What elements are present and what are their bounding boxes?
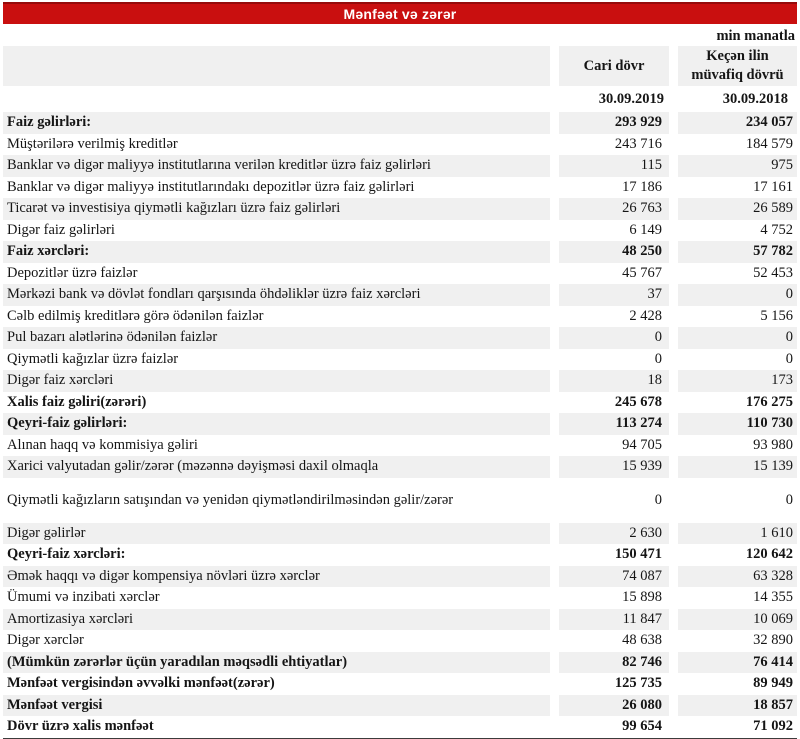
table-row <box>3 349 797 371</box>
value-previous: 76 414 <box>678 652 797 674</box>
table-row <box>3 134 797 156</box>
table-row <box>3 327 797 349</box>
table-dates-row <box>3 86 797 112</box>
row-label: Digər faiz xərcləri <box>3 370 550 392</box>
date-current: 30.09.2019 <box>598 90 664 107</box>
row-label: Alınan haqq və kommisiya gəliri <box>7 436 198 453</box>
value-current: 2 630 <box>559 523 669 545</box>
value-current: 0 <box>559 327 669 349</box>
row-label: Banklar və digər maliyyə institutlarına verilən kreditlər üzrə faiz gəlirləri <box>3 155 550 177</box>
value-current: 113 274 <box>559 413 669 435</box>
value-current: 15 898 <box>622 589 662 606</box>
value-previous: 173 <box>678 370 797 392</box>
column-gap <box>669 695 678 717</box>
value-previous: 14 355 <box>753 589 793 606</box>
value-previous: 975 <box>678 155 797 177</box>
value-previous: 184 579 <box>745 135 793 152</box>
table-row <box>3 241 797 263</box>
table-row <box>3 177 797 199</box>
value-previous: 32 890 <box>753 632 793 649</box>
column-gap <box>669 155 678 177</box>
column-gap <box>669 198 678 220</box>
column-gap <box>550 241 559 263</box>
column-gap <box>550 46 559 86</box>
table-header-row <box>3 46 797 86</box>
column-gap <box>550 327 559 349</box>
row-label: Müştərilərə verilmiş kreditlər <box>7 135 178 152</box>
column-gap <box>550 134 559 156</box>
row-label: Dövr üzrə xalis mənfəət <box>7 718 154 735</box>
value-previous: 18 857 <box>678 695 797 717</box>
row-label: Qeyri-faiz gəlirləri: <box>3 413 550 435</box>
column-gap <box>669 306 678 328</box>
table-row <box>3 220 797 242</box>
column-gap <box>550 609 559 631</box>
row-label: Ticarət və investisiya qiymətli kağızları üzrə faiz gəlirləri <box>3 198 550 220</box>
column-gap <box>669 241 678 263</box>
table-row <box>3 630 797 652</box>
column-gap <box>669 177 678 199</box>
column-gap <box>669 523 678 545</box>
value-current: 37 <box>559 284 669 306</box>
value-current: 2 428 <box>629 307 662 324</box>
report-title: Mənfəət və zərər <box>343 6 457 22</box>
value-previous: 110 730 <box>678 413 797 435</box>
row-label: Digər xərclər <box>7 632 84 649</box>
row-label: Pul bazarı alətlərinə ödənilən faizlər <box>3 327 550 349</box>
value-current: 74 087 <box>559 566 669 588</box>
value-current: 125 735 <box>614 675 662 692</box>
value-current: 293 929 <box>559 112 669 134</box>
column-gap <box>550 392 559 414</box>
row-label: Qiymətli kağızlar üzrə faizlər <box>7 350 179 367</box>
row-label: Əmək haqqı və digər kompensiya növləri üzrə xərclər <box>3 566 550 588</box>
value-previous: 1 610 <box>678 523 797 545</box>
value-current: 48 250 <box>559 241 669 263</box>
table-row <box>3 435 797 457</box>
value-current: 48 638 <box>622 632 662 649</box>
table-row <box>3 456 797 478</box>
row-label: Qiymətli kağızların satışından və yenidən qiymətləndirilməsindən gəlir/zərər <box>7 491 454 508</box>
date-previous: 30.09.2018 <box>722 90 788 107</box>
column-gap <box>550 155 559 177</box>
column-gap <box>669 46 678 86</box>
value-previous: 120 642 <box>745 546 793 563</box>
column-gap <box>550 630 559 652</box>
column-header-current: Cari dövr <box>559 46 669 86</box>
column-gap <box>550 587 559 609</box>
row-label: Banklar və digər maliyyə institutlarındakı depozitlər üzrə faiz gəlirləri <box>7 178 415 195</box>
value-current: 26 080 <box>559 695 669 717</box>
column-gap <box>669 566 678 588</box>
value-previous: 15 139 <box>678 456 797 478</box>
value-current: 17 186 <box>622 178 662 195</box>
value-previous: 17 161 <box>753 178 793 195</box>
value-previous: 71 092 <box>753 718 793 735</box>
column-gap <box>669 112 678 134</box>
column-header-previous: Keçən ilin müvafiq dövrü <box>678 46 797 86</box>
value-previous: 0 <box>785 491 793 508</box>
column-gap <box>669 134 678 156</box>
value-previous: 26 589 <box>678 198 797 220</box>
value-current: 115 <box>559 155 669 177</box>
value-current: 243 716 <box>614 135 662 152</box>
row-label: Xarici valyutadan gəlir/zərər (məzənnə dəyişməsi daxil olmaqla <box>3 456 550 478</box>
table-body <box>3 112 797 738</box>
column-gap <box>669 456 678 478</box>
column-gap <box>669 392 678 414</box>
row-label: Xalis faiz gəliri(zərəri) <box>7 393 147 410</box>
value-previous: 5 156 <box>760 307 793 324</box>
table-row <box>3 544 797 566</box>
column-gap <box>669 349 678 371</box>
row-label: Faiz gəlirləri: <box>3 112 550 134</box>
column-gap <box>550 177 559 199</box>
table-row <box>3 673 797 695</box>
table-row <box>3 716 797 738</box>
column-gap <box>550 370 559 392</box>
unit-note: min manatla <box>716 28 795 44</box>
row-label: Amortizasiya xərcləri <box>3 609 550 631</box>
column-gap <box>550 284 559 306</box>
row-label: (Mümkün zərərlər üçün yaradılan məqsədli ehtiyatlar) <box>3 652 550 674</box>
table-row <box>3 155 797 177</box>
column-gap <box>669 327 678 349</box>
column-gap <box>550 716 559 738</box>
value-previous: 0 <box>678 327 797 349</box>
column-gap <box>550 220 559 242</box>
table-row <box>3 695 797 717</box>
column-gap <box>669 370 678 392</box>
table-row <box>3 370 797 392</box>
column-gap <box>669 630 678 652</box>
column-gap <box>669 673 678 695</box>
column-gap <box>550 673 559 695</box>
column-gap <box>669 263 678 285</box>
column-gap <box>550 263 559 285</box>
value-previous: 10 069 <box>678 609 797 631</box>
value-current: 0 <box>654 350 662 367</box>
header-spacer <box>3 46 550 86</box>
value-previous: 93 980 <box>753 436 793 453</box>
value-previous: 89 949 <box>753 675 793 692</box>
table-row <box>3 263 797 285</box>
row-label: Digər faiz gəlirləri <box>7 221 115 238</box>
value-current: 150 471 <box>614 546 662 563</box>
column-gap <box>550 652 559 674</box>
value-previous: 57 782 <box>678 241 797 263</box>
report-banner <box>3 2 797 24</box>
column-gap <box>669 413 678 435</box>
value-current: 0 <box>654 491 662 508</box>
column-gap <box>550 112 559 134</box>
value-current: 45 767 <box>622 264 662 281</box>
column-gap <box>669 544 678 566</box>
column-gap <box>550 306 559 328</box>
row-label: Depozitlər üzrə faizlər <box>7 264 138 281</box>
row-label: Mənfəət vergisi <box>3 695 550 717</box>
column-gap <box>550 198 559 220</box>
table-row <box>3 478 797 523</box>
value-current: 82 746 <box>559 652 669 674</box>
table-row <box>3 523 797 545</box>
column-gap <box>669 609 678 631</box>
column-gap <box>669 587 678 609</box>
value-current: 15 939 <box>559 456 669 478</box>
value-current: 26 763 <box>559 198 669 220</box>
table-row <box>3 587 797 609</box>
table-row <box>3 198 797 220</box>
value-previous: 0 <box>678 284 797 306</box>
value-previous: 176 275 <box>745 393 793 410</box>
table-row <box>3 413 797 435</box>
value-current: 245 678 <box>614 393 662 410</box>
value-previous: 63 328 <box>678 566 797 588</box>
column-gap <box>669 220 678 242</box>
table-row <box>3 112 797 134</box>
column-gap <box>550 566 559 588</box>
table-row <box>3 306 797 328</box>
row-label: Faiz xərcləri: <box>3 241 550 263</box>
value-previous: 4 752 <box>760 221 793 238</box>
column-gap <box>550 456 559 478</box>
value-current: 18 <box>559 370 669 392</box>
column-gap <box>550 478 559 523</box>
table-row <box>3 284 797 306</box>
column-gap <box>550 413 559 435</box>
row-label: Ümumi və inzibati xərclər <box>7 589 160 606</box>
row-label: Cəlb edilmiş kreditlərə görə ödənilən faizlər <box>7 307 264 324</box>
column-gap <box>669 478 678 523</box>
value-current: 6 149 <box>629 221 662 238</box>
value-current: 94 705 <box>622 436 662 453</box>
column-gap <box>550 349 559 371</box>
row-label: Mənfəət vergisindən əvvəlki mənfəət(zərər) <box>7 675 275 692</box>
column-gap <box>669 652 678 674</box>
column-gap <box>550 695 559 717</box>
column-gap <box>669 284 678 306</box>
row-label: Mərkəzi bank və dövlət fondları qarşısında öhdəliklər üzrə faiz xərcləri <box>3 284 550 306</box>
table-row <box>3 392 797 414</box>
column-gap <box>669 435 678 457</box>
table-row <box>3 652 797 674</box>
value-previous: 0 <box>785 350 793 367</box>
column-gap <box>550 523 559 545</box>
value-previous: 52 453 <box>753 264 793 281</box>
table-row <box>3 566 797 588</box>
value-previous: 234 057 <box>678 112 797 134</box>
value-current: 11 847 <box>559 609 669 631</box>
column-gap <box>669 716 678 738</box>
column-gap <box>550 435 559 457</box>
value-current: 99 654 <box>622 718 662 735</box>
table-row <box>3 609 797 631</box>
row-label: Digər gəlirlər <box>3 523 550 545</box>
row-label: Qeyri-faiz xərcləri: <box>7 546 126 563</box>
column-gap <box>550 544 559 566</box>
